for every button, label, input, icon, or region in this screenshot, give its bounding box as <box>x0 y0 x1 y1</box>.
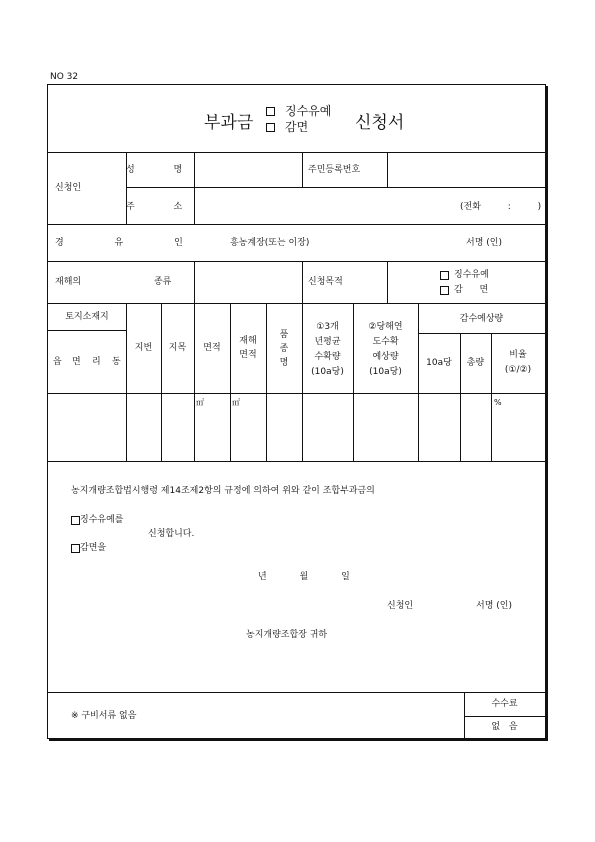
expected-yield-header-2: 도수확 <box>372 337 399 347</box>
divider <box>230 303 231 461</box>
address-label: 주 소 <box>126 202 201 212</box>
expected-reduction-header: 감수예상량 <box>459 314 504 324</box>
avg-yield-header-2: 년평균 <box>314 337 341 347</box>
eup-header: 읍 <box>53 357 62 367</box>
via-person-value: 흥농계장(또는 이장) <box>230 238 310 248</box>
title-checkbox-deferral[interactable] <box>266 107 275 116</box>
ratio-unit: % <box>494 398 502 407</box>
divider <box>48 224 545 225</box>
divider <box>194 303 195 461</box>
avg-yield-header-1: ①3개 <box>316 322 339 332</box>
resident-id-label: 주민등록번호 <box>308 165 361 175</box>
variety-header-3: 명 <box>279 358 289 368</box>
disaster-type-label: 재해의 종류 <box>55 277 172 287</box>
title-option-reduction: 감면 <box>285 120 309 134</box>
purpose-label: 신청목적 <box>308 277 343 287</box>
title-checkbox-reduction[interactable] <box>266 123 275 132</box>
purpose-option-deferral: 징수유예 <box>454 270 489 280</box>
title-suffix: 신청서 <box>355 113 405 133</box>
name-field[interactable] <box>195 153 301 186</box>
damage-area-header-2: 면적 <box>239 350 257 360</box>
resident-id-field[interactable] <box>388 153 544 186</box>
signature-applicant-label: 신청인 <box>387 601 414 611</box>
land-category-header: 지목 <box>168 343 187 353</box>
statement-checkbox-reduction[interactable] <box>71 544 80 553</box>
land-location-header: 토지소재지 <box>65 312 109 322</box>
divider <box>460 333 461 461</box>
fee-value: 없 음 <box>491 722 518 732</box>
divider <box>48 393 545 394</box>
ri-header: 리 <box>92 357 101 367</box>
myeon-header: 면 <box>72 357 81 367</box>
damage-area-unit: ㎡ <box>232 398 240 407</box>
via-person-signature: 서명 (인) <box>466 238 502 248</box>
divider <box>418 333 545 334</box>
purpose-checkbox-reduction[interactable] <box>440 286 449 295</box>
divider <box>418 303 419 461</box>
statement-option-deferral: 징수유예를 <box>80 515 124 525</box>
statement-option-reduction: 감면을 <box>80 543 107 553</box>
date-line: 년 월 일 <box>258 572 350 582</box>
lot-number-header: 지번 <box>134 343 153 353</box>
divider <box>48 303 545 304</box>
divider <box>302 261 303 303</box>
title-option-deferral: 징수유예 <box>285 104 332 118</box>
required-documents-note: ※ 구비서류 없음 <box>71 711 137 721</box>
total-header: 총량 <box>466 358 485 368</box>
divider <box>161 303 162 461</box>
purpose-checkbox-deferral[interactable] <box>440 271 449 280</box>
variety-header-1: 품 <box>279 330 289 340</box>
dong-header: 동 <box>112 357 121 367</box>
damage-area-header-1: 재해 <box>239 336 257 346</box>
fee-label: 수수료 <box>491 699 518 709</box>
divider <box>387 261 388 303</box>
address-field[interactable] <box>195 188 455 223</box>
applicant-label: 신청인 <box>55 183 82 193</box>
disaster-type-field[interactable] <box>195 262 301 302</box>
divider <box>464 716 545 717</box>
signature-applicant-sign: 서명 (인) <box>476 601 512 611</box>
avg-yield-header-4: (10a당) <box>311 367 344 377</box>
divider <box>48 461 545 462</box>
purpose-option-reduction: 감 면 <box>454 285 489 295</box>
statement-checkbox-deferral[interactable] <box>71 516 80 525</box>
statement-text: 농지개량조합법시행령 제14조제2항의 규정에 의하여 위와 같이 조합부과금의 <box>71 486 375 496</box>
divider <box>302 152 303 187</box>
title-prefix: 부과금 <box>204 113 254 133</box>
expected-yield-header-4: (10a당) <box>369 367 402 377</box>
expected-yield-header-1: ②당해연 <box>368 322 403 332</box>
area-header: 면적 <box>203 343 221 353</box>
via-person-label: 경 유 인 <box>55 238 183 248</box>
form-number: NO 32 <box>50 72 79 82</box>
divider <box>126 303 127 461</box>
expected-yield-header-3: 예상량 <box>372 352 399 362</box>
phone-label: (전화 : ) <box>460 202 542 212</box>
ratio-header-2: (①/②) <box>504 365 532 375</box>
divider <box>48 692 545 693</box>
divider <box>266 303 267 461</box>
avg-yield-header-3: 수확량 <box>314 352 341 362</box>
divider <box>126 152 127 224</box>
ratio-header-1: 비율 <box>509 350 527 360</box>
divider <box>48 330 126 331</box>
statement-request: 신청합니다. <box>148 529 195 539</box>
per-10a-header: 10a당 <box>426 358 452 368</box>
name-label: 성 명 <box>126 165 201 175</box>
addressee: 농지개량조합장 귀하 <box>246 630 328 640</box>
variety-header-2: 종 <box>279 344 289 354</box>
area-unit: ㎡ <box>196 398 204 407</box>
